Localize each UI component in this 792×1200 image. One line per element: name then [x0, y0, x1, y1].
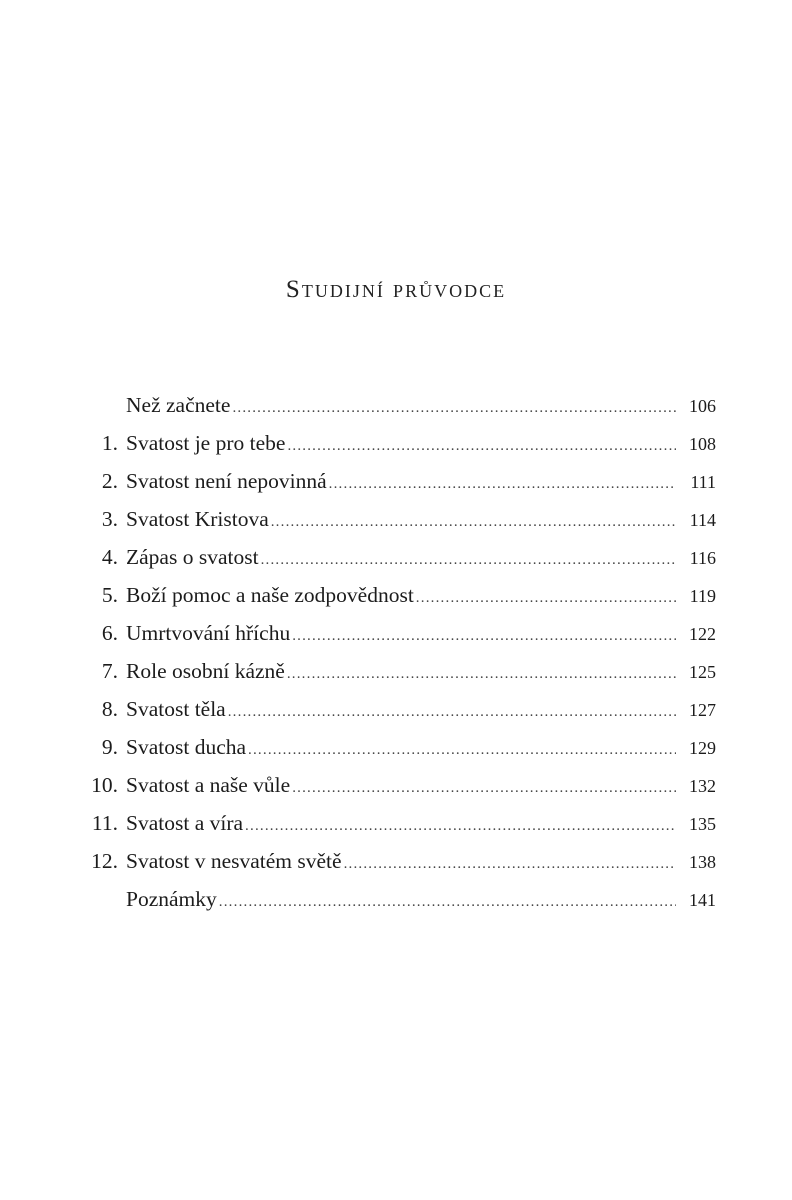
entry-number: 3.: [101, 507, 118, 531]
toc-entry: [76, 735, 716, 773]
entry-title: Svatost v nesvatém světě: [126, 849, 342, 873]
entry-title: Zápas o svatost: [126, 545, 259, 569]
entry-title: Svatost Kristova: [126, 507, 269, 531]
dot-leader: [287, 438, 676, 455]
entry-number: 4.: [101, 545, 118, 569]
entry-page-number: 138: [689, 852, 716, 872]
entry-title: Svatost těla: [126, 697, 226, 721]
toc-entry: [76, 545, 716, 583]
toc-entry: [76, 659, 716, 697]
dot-leader: [261, 552, 676, 569]
toc-entry: [76, 583, 716, 621]
toc-entry: [76, 507, 716, 545]
dot-leader: [416, 590, 676, 607]
entry-page-number: 111: [690, 472, 716, 492]
entry-number: 12.: [91, 849, 118, 873]
entry-page-number: 119: [689, 586, 716, 606]
dot-leader: [248, 742, 676, 759]
toc-entry: [76, 697, 716, 735]
entry-title: Svatost je pro tebe: [126, 431, 286, 455]
toc-entry: [76, 773, 716, 811]
entry-title: Svatost a naše vůle: [126, 773, 291, 797]
entry-page-number: 135: [689, 814, 716, 834]
entry-number: 1.: [101, 431, 118, 455]
entry-number: 8.: [101, 697, 118, 721]
entry-title: Svatost není nepovinná: [126, 469, 327, 493]
dot-leader: [232, 400, 676, 417]
entry-page-number: 116: [689, 548, 716, 568]
entry-page-number: 106: [689, 396, 716, 416]
entry-page-number: 132: [689, 776, 716, 796]
page-title: Studijní průvodce: [285, 276, 507, 303]
dot-leader: [292, 780, 676, 797]
entry-title: Poznámky: [126, 887, 217, 911]
toc-entry: [76, 887, 716, 925]
entry-page-number: 129: [689, 738, 716, 758]
entry-page-number: 122: [689, 624, 716, 644]
toc-entry: [76, 849, 716, 887]
toc-entry: [76, 469, 716, 507]
entry-page-number: 114: [689, 510, 716, 530]
entry-title: Než začnete: [126, 393, 231, 417]
toc-entry: [76, 621, 716, 659]
entry-number: 10.: [91, 773, 118, 797]
entry-title: Role osobní kázně: [126, 659, 285, 683]
entry-title: Boží pomoc a naše zodpovědnost: [126, 583, 414, 607]
dot-leader: [292, 628, 676, 645]
entry-number: 2.: [101, 469, 118, 493]
entry-number: 7.: [101, 659, 118, 683]
entry-number: 9.: [101, 735, 118, 759]
table-of-contents: [76, 393, 716, 925]
dot-leader: [329, 476, 676, 493]
entry-title: Svatost ducha: [126, 735, 247, 759]
dot-leader: [287, 666, 676, 683]
entry-page-number: 141: [689, 890, 716, 910]
entry-number: 11.: [91, 811, 118, 835]
toc-entry: [76, 393, 716, 431]
dot-leader: [219, 894, 676, 911]
entry-number: 5.: [101, 583, 118, 607]
entry-page-number: 125: [689, 662, 716, 682]
dot-leader: [271, 514, 676, 531]
entry-title: Svatost a víra: [126, 811, 244, 835]
entry-page-number: 108: [689, 434, 716, 454]
entry-number: 6.: [101, 621, 118, 645]
entry-title: Umrtvování hříchu: [126, 621, 291, 645]
entry-page-number: 127: [689, 700, 716, 720]
toc-entry: [76, 431, 716, 469]
dot-leader: [228, 704, 676, 721]
dot-leader: [344, 856, 676, 873]
toc-entry: [76, 811, 716, 849]
dot-leader: [245, 818, 676, 835]
